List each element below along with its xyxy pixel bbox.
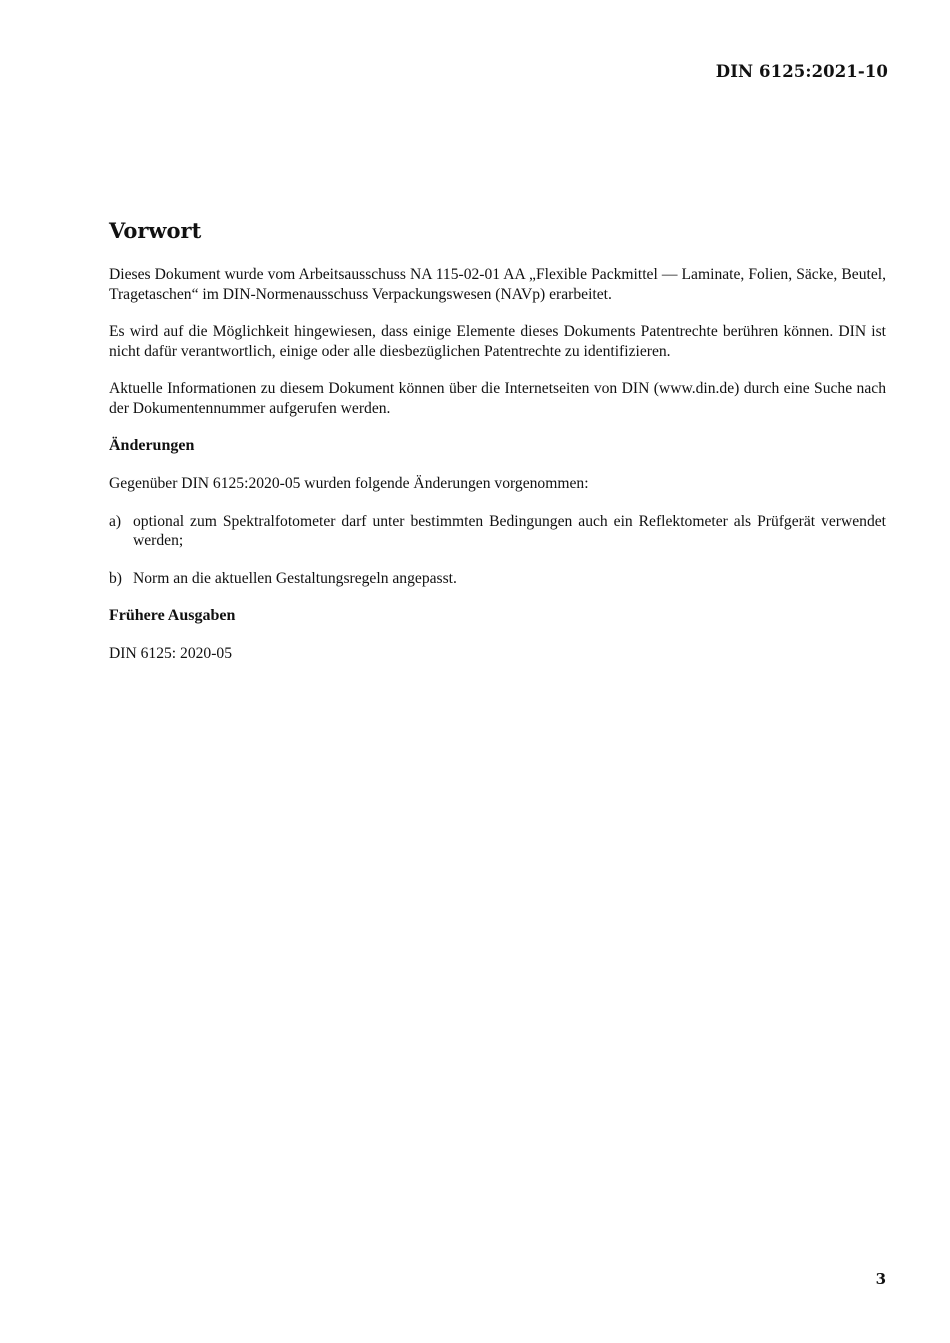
previous-editions-heading: Frühere Ausgaben (109, 607, 236, 624)
list-item (109, 569, 886, 589)
list-item-text: optional zum Spektralfotometer darf unter bestimmten Bedingungen auch ein Reflektometer als Prüfgerät verwendet werden; (133, 512, 886, 549)
page-content (109, 216, 886, 682)
list-item (109, 512, 886, 551)
changes-intro: Gegenüber DIN 6125:2020-05 wurden folgende Änderungen vorgenommen: (109, 475, 589, 492)
changes-heading: Änderungen (109, 437, 195, 454)
previous-editions-text: DIN 6125: 2020-05 (109, 645, 233, 662)
list-marker: a) (109, 512, 122, 530)
paragraph-current-info: Aktuelle Informationen zu diesem Dokument können über die Internetseiten von DIN (www.din.de) durch eine Suche nach der Dokumentennummer aufgerufen werden. (109, 380, 886, 417)
page-title: Vorwort (109, 218, 202, 243)
list-item-text: Norm an die aktuellen Gestaltungsregeln angepasst. (133, 569, 457, 587)
list-marker: b) (109, 569, 122, 587)
document-identifier: DIN 6125:2021-10 (715, 62, 888, 81)
page-number: 3 (875, 1270, 886, 1288)
paragraph-committee: Dieses Dokument wurde vom Arbeitsausschuss NA 115-02-01 AA „Flexible Packmittel — Laminate, Folien, Säcke, Beutel, Tragetaschen“ im DIN-Normenausschuss Verpackungswesen (NAVp) erarbeitet. (109, 266, 886, 303)
paragraph-patent-notice: Es wird auf die Möglichkeit hingewiesen, dass einige Elemente dieses Dokuments Patentrechte berühren können. DIN ist nicht dafür verantwortlich, einige oder alle diesbezüglichen Patentrechte zu identifizieren. (109, 323, 886, 360)
